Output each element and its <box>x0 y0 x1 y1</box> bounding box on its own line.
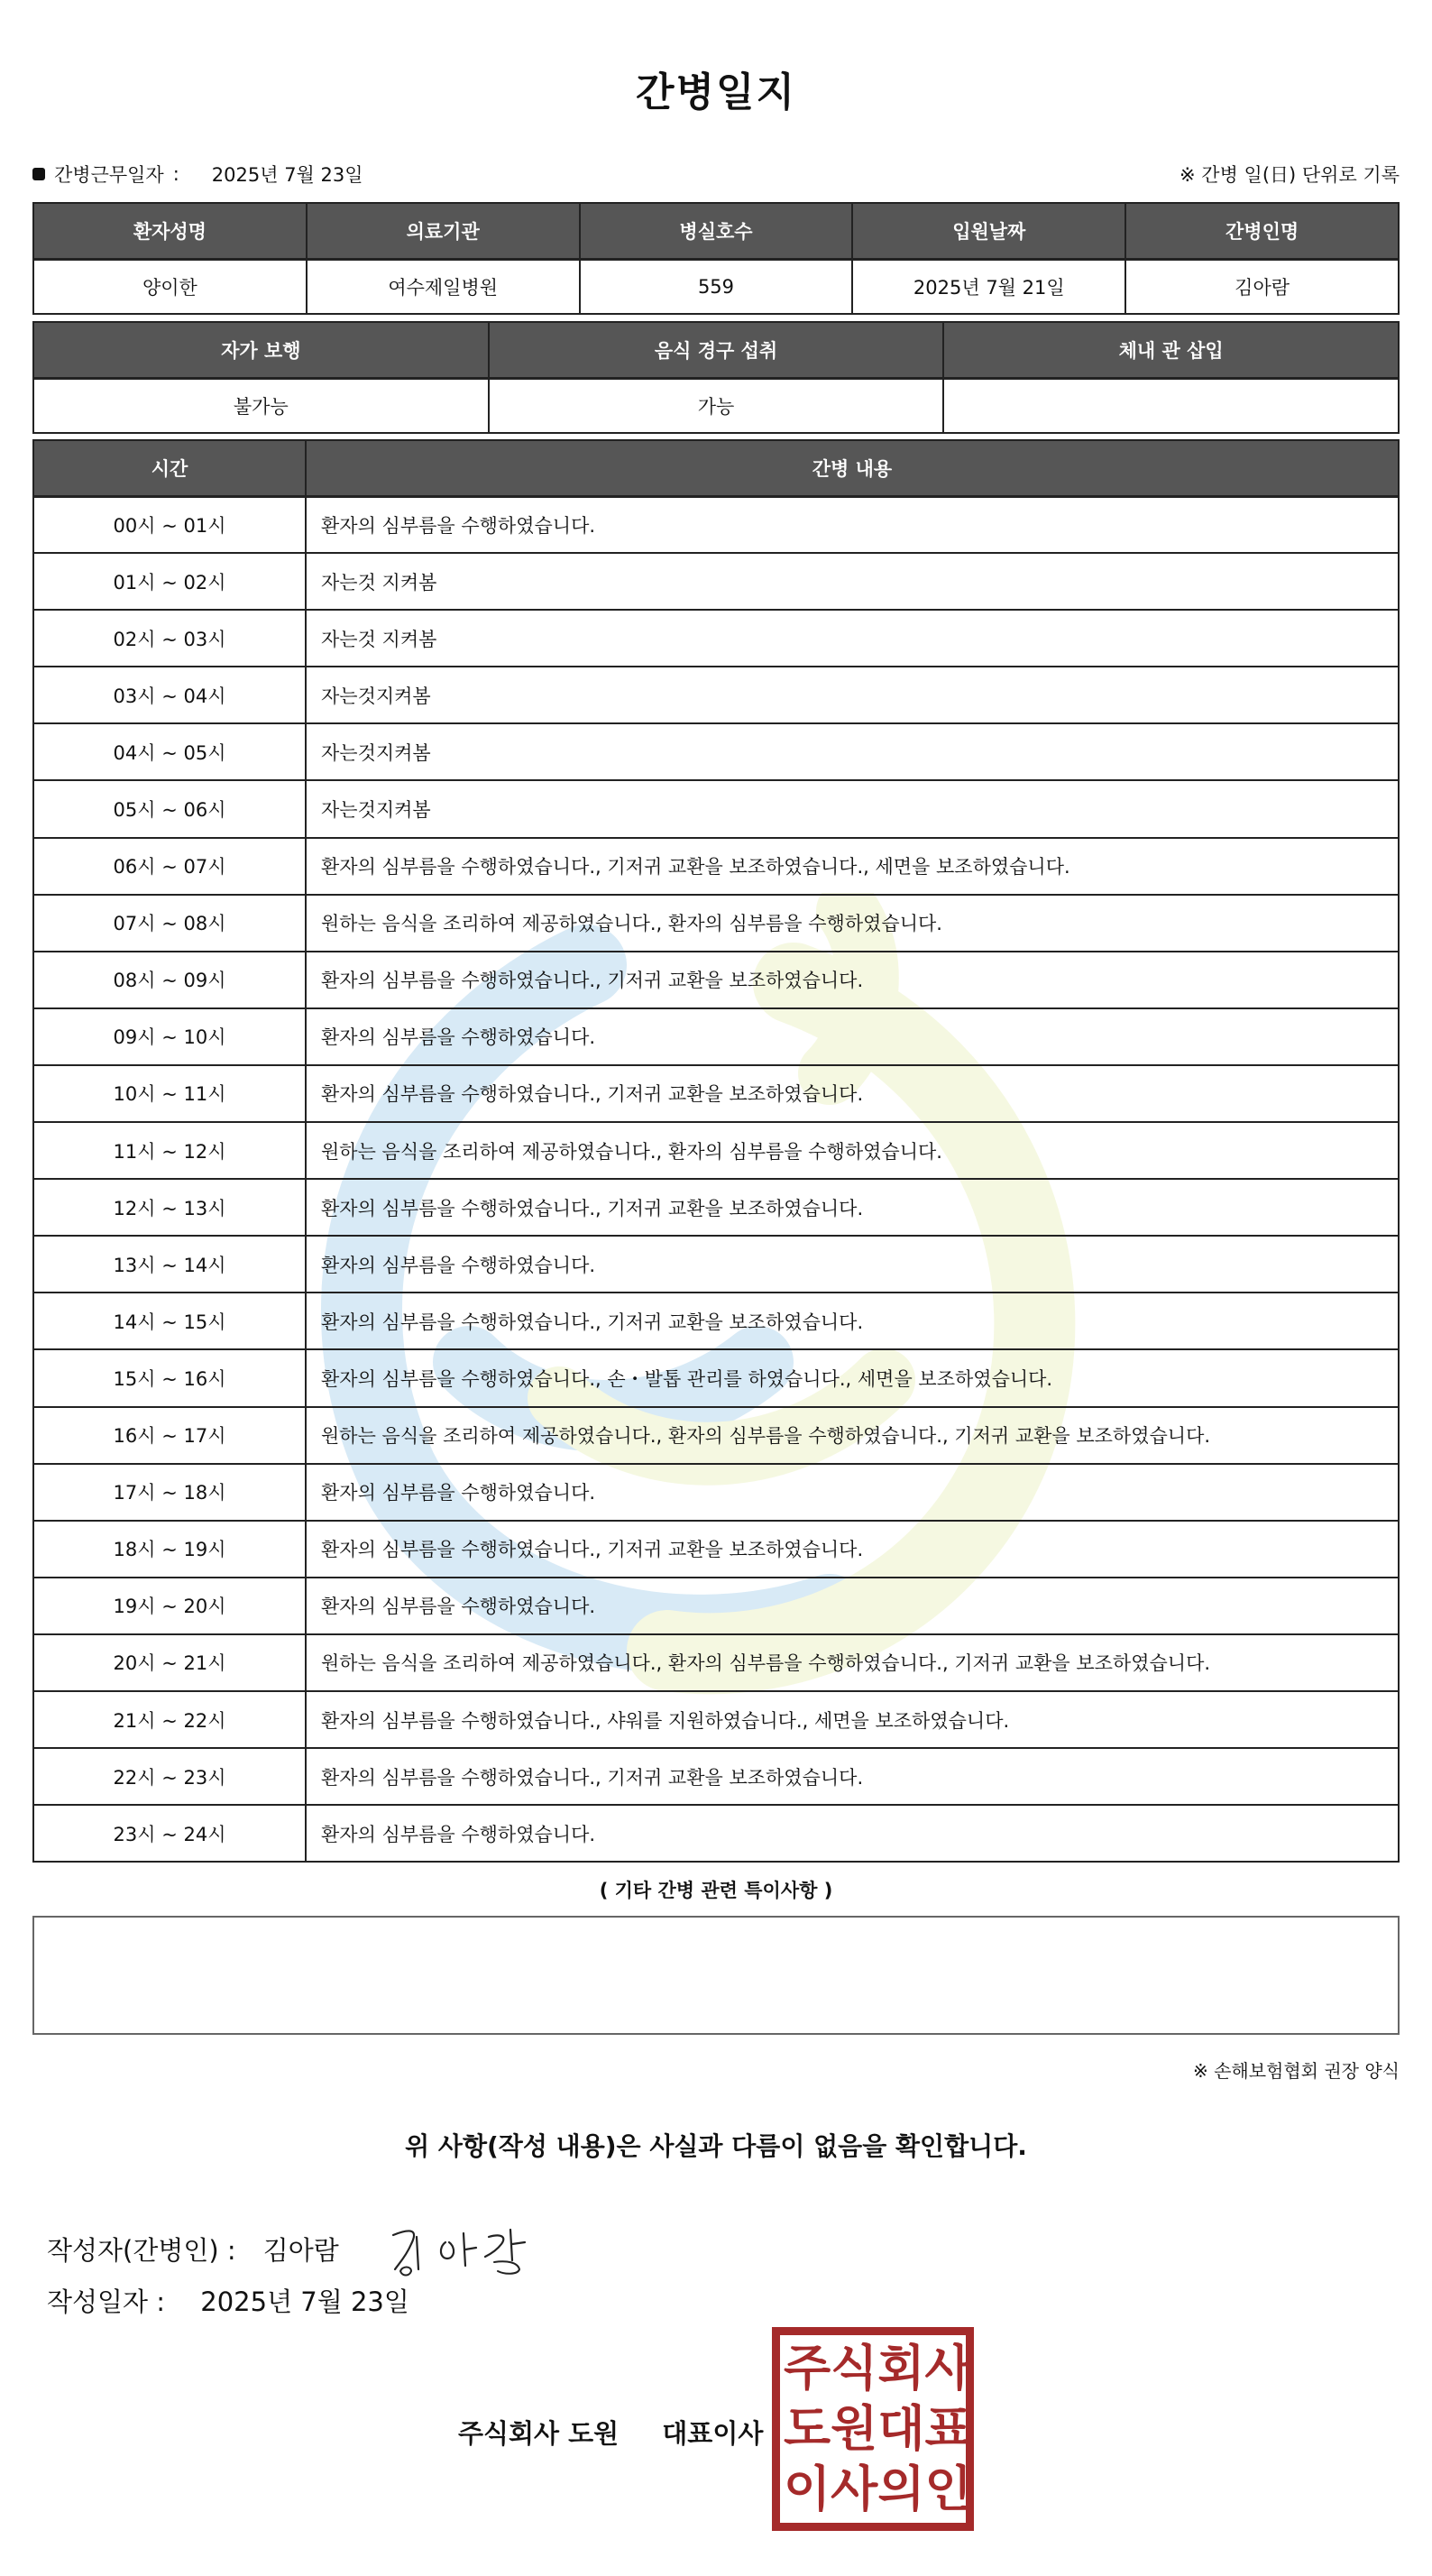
care-log-row <box>33 1578 1399 1634</box>
care-log-time: 20시 ~ 21시 <box>33 1634 306 1691</box>
care-log-content: 원하는 음식을 조리하여 제공하였습니다., 환자의 심부름을 수행하였습니다. <box>306 895 1399 952</box>
seal-char: 의 <box>877 2460 925 2517</box>
care-log-time: 08시 ~ 09시 <box>33 952 306 1008</box>
care-log-row <box>33 667 1399 723</box>
care-log-content: 환자의 심부름을 수행하였습니다., 기저귀 교환을 보조하였습니다., 세면을 보조하였습니다. <box>306 838 1399 895</box>
care-log-row <box>33 1464 1399 1521</box>
care-log-content: 환자의 심부름을 수행하였습니다., 기저귀 교환을 보조하였습니다. <box>306 952 1399 1008</box>
seal-char: 주 <box>784 2340 831 2397</box>
written-date-line <box>47 2282 409 2319</box>
care-log-content: 환자의 심부름을 수행하였습니다., 기저귀 교환을 보조하였습니다. <box>306 1065 1399 1122</box>
care-log-time: 09시 ~ 10시 <box>33 1008 306 1065</box>
remarks-box <box>32 1916 1400 2035</box>
care-log-content: 자는것지켜봄 <box>306 723 1399 780</box>
care-log-content: 자는것지켜봄 <box>306 780 1399 837</box>
care-log-content: 환자의 심부름을 수행하였습니다. <box>306 1236 1399 1293</box>
patient-info-table <box>32 202 1400 315</box>
care-log-time: 10시 ~ 11시 <box>33 1065 306 1122</box>
care-log-row <box>33 895 1399 952</box>
care-log-time: 04시 ~ 05시 <box>33 723 306 780</box>
care-log-row <box>33 496 1399 553</box>
care-log-content: 환자의 심부름을 수행하였습니다., 기저귀 교환을 보조하였습니다. <box>306 1179 1399 1236</box>
care-log-row <box>33 1634 1399 1691</box>
care-log-content: 환자의 심부름을 수행하였습니다. <box>306 1578 1399 1634</box>
remarks-title: ( 기타 간병 관련 특이사항 ) <box>599 1880 833 1901</box>
care-log-content: 환자의 심부름을 수행하였습니다., 샤워를 지원하였습니다., 세면을 보조하였습니다. <box>306 1691 1399 1748</box>
patient-info-header-row <box>33 203 1399 259</box>
tube-insertion-value <box>943 378 1399 433</box>
care-log-row <box>33 1349 1399 1406</box>
seal-char: 인 <box>924 2460 972 2517</box>
care-log-time: 22시 ~ 23시 <box>33 1748 306 1805</box>
document-title: 간병일지 <box>635 69 796 115</box>
care-log-time: 06시 ~ 07시 <box>33 838 306 895</box>
oral-intake-value: 가능 <box>489 378 944 433</box>
company-seal-stamp <box>772 2327 974 2531</box>
header-caregiver-name: 간병인명 <box>1125 203 1399 259</box>
bullet-icon <box>32 168 45 180</box>
form-footnote: ※ 손해보험협회 권장 양식 <box>1192 2060 1400 2082</box>
care-log-row <box>33 723 1399 780</box>
header-admission-date: 입원날짜 <box>852 203 1125 259</box>
care-log-time: 02시 ~ 03시 <box>33 610 306 667</box>
care-log-body <box>33 496 1399 1862</box>
signature <box>375 2217 546 2280</box>
header-self-walking: 자가 보행 <box>33 322 489 378</box>
care-log-content: 환자의 심부름을 수행하였습니다. <box>306 1805 1399 1862</box>
care-log-time: 07시 ~ 08시 <box>33 895 306 952</box>
care-log-row <box>33 1008 1399 1065</box>
patient-condition-header-row <box>33 322 1399 378</box>
care-log-content: 자는것 지켜봄 <box>306 553 1399 610</box>
header-tube-insertion: 체내 관 삽입 <box>943 322 1399 378</box>
care-log-row <box>33 610 1399 667</box>
meta-row <box>32 161 1400 188</box>
written-date-value: 2025년 7월 23일 <box>200 2286 409 2317</box>
care-log-time: 19시 ~ 20시 <box>33 1578 306 1634</box>
care-log-row <box>33 780 1399 837</box>
hospital-name: 여수제일병원 <box>307 259 580 314</box>
care-log-content: 환자의 심부름을 수행하였습니다., 기저귀 교환을 보조하였습니다. <box>306 1748 1399 1805</box>
header-oral-intake: 음식 경구 섭취 <box>489 322 944 378</box>
header-room-number: 병실호수 <box>580 203 853 259</box>
company-line <box>458 2414 763 2451</box>
care-log-time: 03시 ~ 04시 <box>33 667 306 723</box>
care-log-content: 환자의 심부름을 수행하였습니다. <box>306 496 1399 553</box>
seal-char: 식 <box>831 2340 878 2397</box>
care-log-row <box>33 1407 1399 1464</box>
care-log-row <box>33 1122 1399 1179</box>
care-log-row <box>33 1748 1399 1805</box>
self-walking-value: 불가능 <box>33 378 489 433</box>
care-log-time: 00시 ~ 01시 <box>33 496 306 553</box>
care-log-header-row <box>33 440 1399 496</box>
care-log-content: 자는것지켜봄 <box>306 667 1399 723</box>
care-log-time: 14시 ~ 15시 <box>33 1293 306 1349</box>
header-patient-name: 환자성명 <box>33 203 307 259</box>
care-log-time: 01시 ~ 02시 <box>33 553 306 610</box>
care-log-time: 15시 ~ 16시 <box>33 1349 306 1406</box>
care-log-content: 환자의 심부름을 수행하였습니다. <box>306 1464 1399 1521</box>
care-log-time: 21시 ~ 22시 <box>33 1691 306 1748</box>
care-log-time: 23시 ~ 24시 <box>33 1805 306 1862</box>
care-log-time: 11시 ~ 12시 <box>33 1122 306 1179</box>
care-log-time: 12시 ~ 13시 <box>33 1179 306 1236</box>
care-log-row <box>33 1236 1399 1293</box>
care-log-row <box>33 553 1399 610</box>
care-log-row <box>33 1065 1399 1122</box>
writer-line <box>47 2217 546 2280</box>
care-log-time: 13시 ~ 14시 <box>33 1236 306 1293</box>
seal-char: 이 <box>784 2460 831 2517</box>
writer-label: 작성자(간병인) : <box>47 2234 236 2266</box>
seal-char: 회 <box>877 2340 925 2397</box>
care-log-row <box>33 1179 1399 1236</box>
header-hospital: 의료기관 <box>307 203 580 259</box>
care-log-time: 17시 ~ 18시 <box>33 1464 306 1521</box>
care-log-table <box>32 439 1400 1863</box>
header-care-content: 간병 내용 <box>306 440 1399 496</box>
care-log-content: 원하는 음식을 조리하여 제공하였습니다., 환자의 심부름을 수행하였습니다., 기저귀 교환을 보조하였습니다. <box>306 1634 1399 1691</box>
work-date-value: 2025년 7월 23일 <box>211 164 363 186</box>
care-log-content: 환자의 심부름을 수행하였습니다., 기저귀 교환을 보조하였습니다. <box>306 1293 1399 1349</box>
seal-char: 표 <box>924 2399 972 2457</box>
patient-name: 양이한 <box>33 259 307 314</box>
care-log-row <box>33 952 1399 1008</box>
care-log-time: 18시 ~ 19시 <box>33 1521 306 1578</box>
room-number: 559 <box>580 259 853 314</box>
company-name: 주식회사 도원 <box>458 2418 620 2449</box>
work-date-label: 간병근무일자 <box>54 164 164 186</box>
work-date-separator: : <box>172 163 179 185</box>
work-date <box>32 161 363 188</box>
seal-char: 도 <box>784 2399 831 2457</box>
care-log-row <box>33 838 1399 895</box>
caregiver-name: 김아람 <box>1125 259 1399 314</box>
care-log-time: 16시 ~ 17시 <box>33 1407 306 1464</box>
care-log-row <box>33 1805 1399 1862</box>
care-log-content: 원하는 음식을 조리하여 제공하였습니다., 환자의 심부름을 수행하였습니다. <box>306 1122 1399 1179</box>
patient-condition-value-row <box>33 378 1399 433</box>
seal-char: 사 <box>924 2340 972 2397</box>
seal-char: 대 <box>877 2399 925 2457</box>
record-note: ※ 간병 일(日) 단위로 기록 <box>1180 164 1400 186</box>
seal-char: 원 <box>831 2399 878 2457</box>
care-log-time: 05시 ~ 06시 <box>33 780 306 837</box>
header-time: 시간 <box>33 440 306 496</box>
patient-condition-table <box>32 321 1400 434</box>
patient-info-value-row <box>33 259 1399 314</box>
care-log-row <box>33 1521 1399 1578</box>
seal-char: 사 <box>831 2460 878 2517</box>
care-log-content: 환자의 심부름을 수행하였습니다., 손・발톱 관리를 하였습니다., 세면을 보조하였습니다. <box>306 1349 1399 1406</box>
writer-name: 김아람 <box>262 2234 339 2266</box>
admission-date: 2025년 7월 21일 <box>852 259 1125 314</box>
care-log-content: 자는것 지켜봄 <box>306 610 1399 667</box>
care-log-content: 환자의 심부름을 수행하였습니다. <box>306 1008 1399 1065</box>
company-representative: 대표이사 <box>662 2418 764 2449</box>
written-date-label: 작성일자 : <box>47 2286 166 2317</box>
care-log-row <box>33 1691 1399 1748</box>
care-log-content: 환자의 심부름을 수행하였습니다., 기저귀 교환을 보조하였습니다. <box>306 1521 1399 1578</box>
care-log-row <box>33 1293 1399 1349</box>
confirmation-text: 위 사항(작성 내용)은 사실과 다름이 없음을 확인합니다. <box>405 2131 1027 2161</box>
care-log-content: 원하는 음식을 조리하여 제공하였습니다., 환자의 심부름을 수행하였습니다., 기저귀 교환을 보조하였습니다. <box>306 1407 1399 1464</box>
